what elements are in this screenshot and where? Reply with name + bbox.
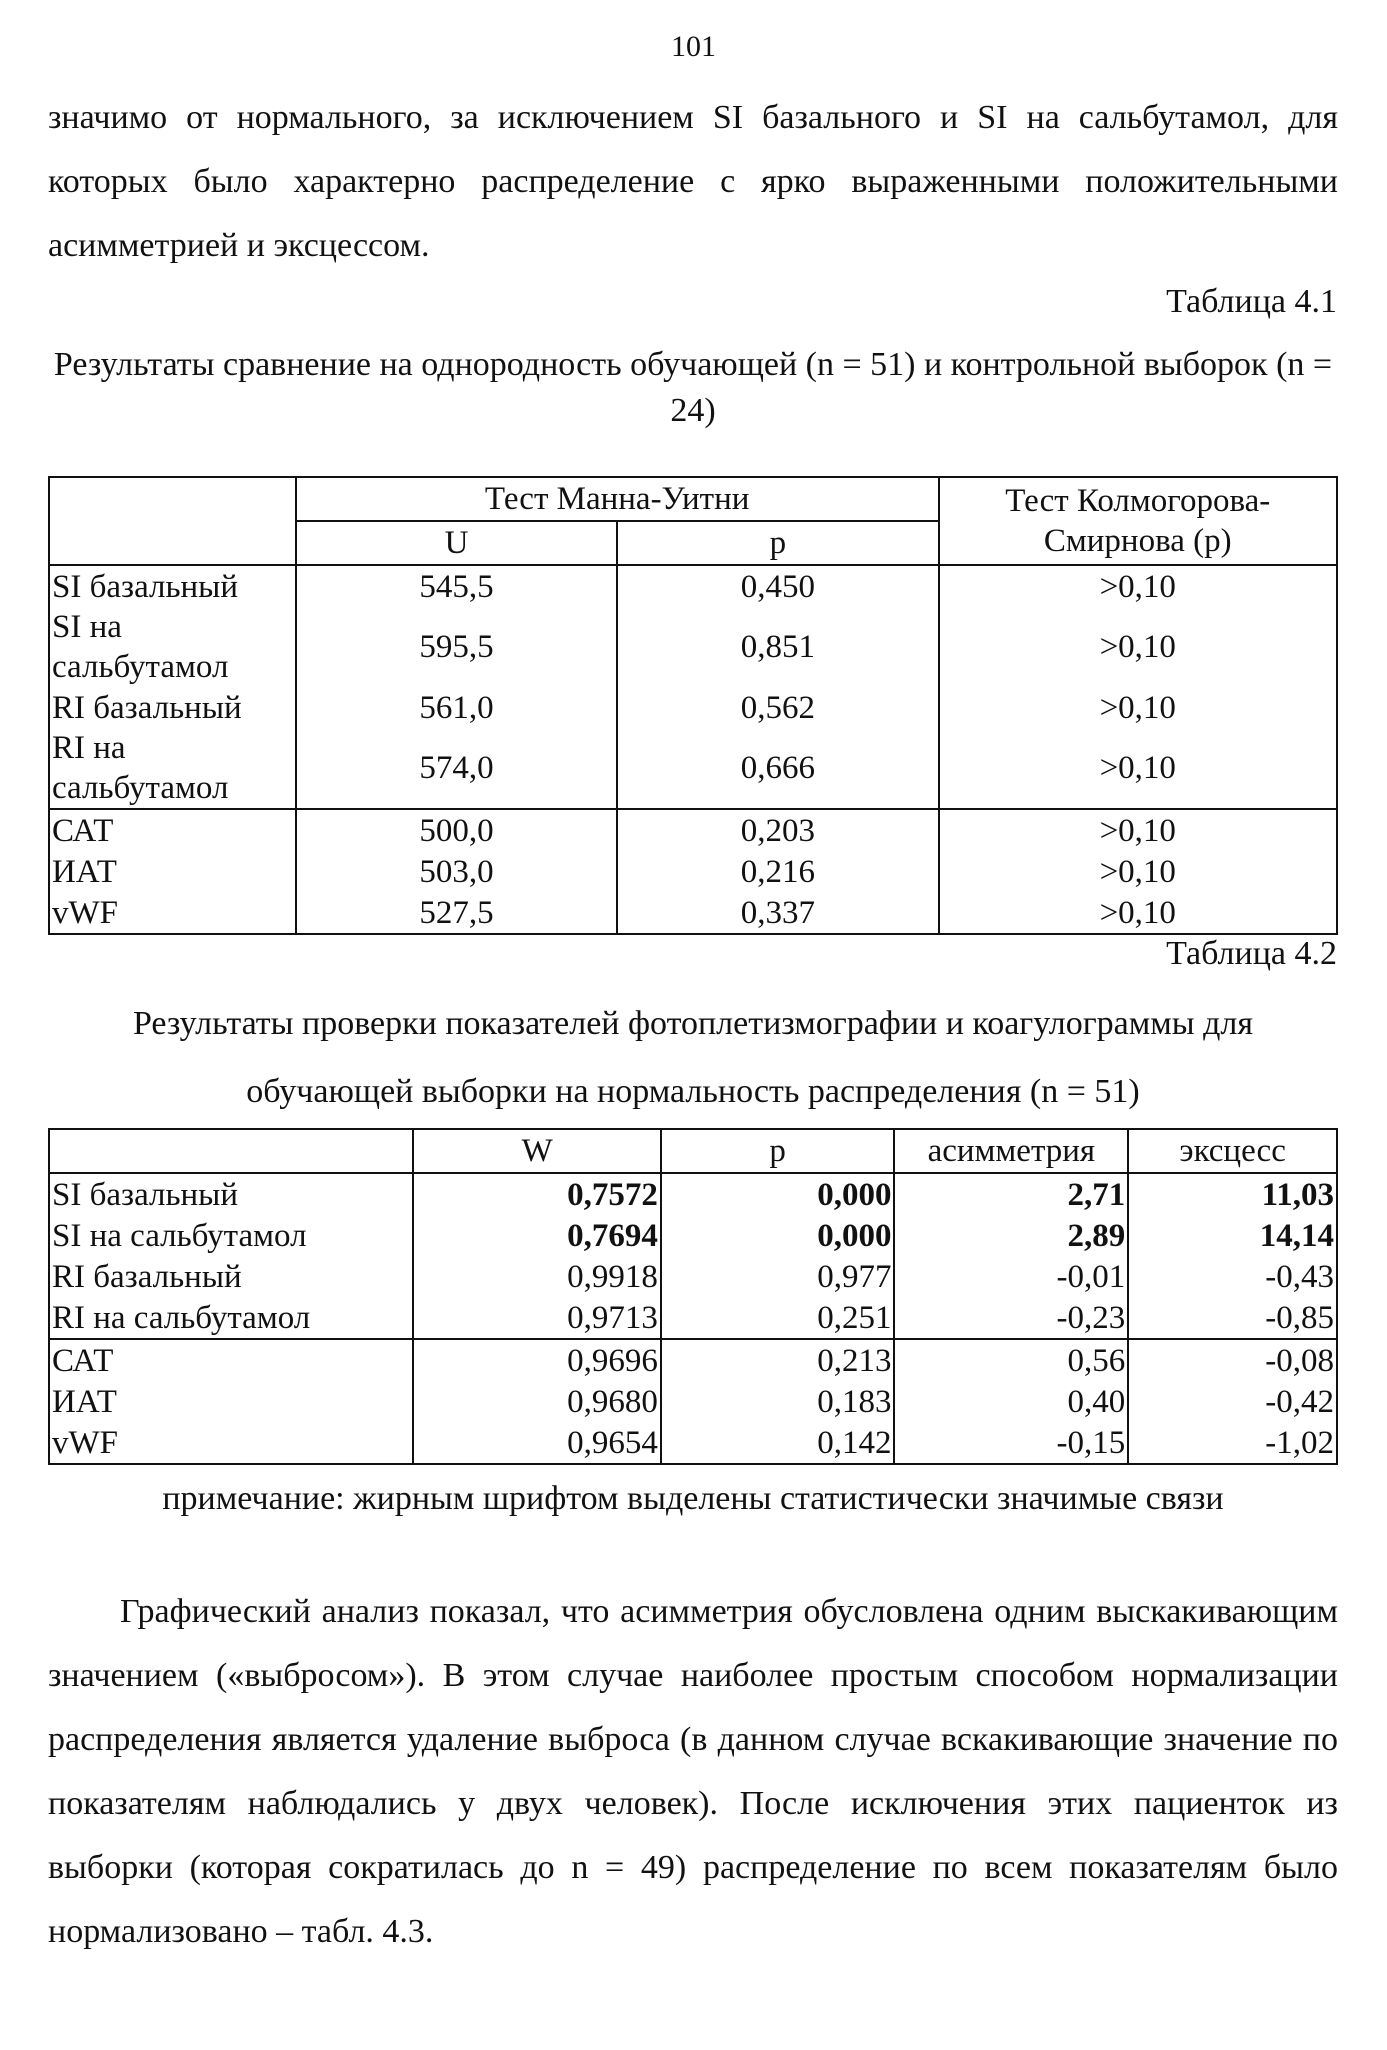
cell-ks: >0,10 xyxy=(939,851,1337,892)
cell-kurt: -0,85 xyxy=(1128,1297,1337,1339)
cell-ks: >0,10 xyxy=(939,728,1337,809)
cell-kurt: -0,42 xyxy=(1128,1381,1337,1422)
cell-kurt: 11,03 xyxy=(1128,1173,1337,1215)
table-row xyxy=(49,1339,1337,1381)
cell-p: 0,216 xyxy=(617,851,938,892)
cell-ks: >0,10 xyxy=(939,687,1337,728)
row-label: ИАТ xyxy=(49,1381,413,1422)
table-row xyxy=(49,728,1337,809)
cell-w: 0,9713 xyxy=(413,1297,661,1339)
cell-w: 0,7572 xyxy=(413,1173,661,1215)
row-label: vWF xyxy=(49,892,296,934)
cell-ks: >0,10 xyxy=(939,809,1337,851)
cell-skew: -0,01 xyxy=(894,1256,1128,1297)
cell-u: 500,0 xyxy=(296,809,617,851)
row-label: RI на сальбутамол xyxy=(49,1297,413,1339)
table1 xyxy=(48,476,1338,935)
table2-header-w: W xyxy=(413,1129,661,1173)
cell-w: 0,7694 xyxy=(413,1215,661,1256)
row-label: ИАТ xyxy=(49,851,296,892)
table2-header-kurt: эксцесс xyxy=(1128,1129,1337,1173)
cell-p: 0,000 xyxy=(661,1215,895,1256)
row-label: SI на сальбутамол xyxy=(49,607,296,687)
cell-u: 561,0 xyxy=(296,687,617,728)
table-row xyxy=(49,1215,1337,1256)
table2-corner-cell xyxy=(49,1129,413,1173)
table-row xyxy=(49,1297,1337,1339)
cell-kurt: -1,02 xyxy=(1128,1422,1337,1464)
table2-number: Таблица 4.2 xyxy=(1166,935,1337,972)
paragraph-bottom: Графический анализ показал, что асимметрия обусловлена одним выскакивающим значением («выбросом»). В этом случае наиболее простым способом нормализации распределения является удаление выброса (в данном случае вскакивающие значение по показателям наблюдались у двух человек). После исключения этих пациенток из выборки (которая сократилась до n = 49) распределение по всем показателям было нормализовано – табл. 4.3. xyxy=(48,1593,1338,1950)
table2-header-skew: асимметрия xyxy=(894,1129,1128,1173)
row-label: vWF xyxy=(49,1422,413,1464)
cell-u: 574,0 xyxy=(296,728,617,809)
row-label: САТ xyxy=(49,1339,413,1381)
table-row xyxy=(49,1173,1337,1215)
cell-p: 0,851 xyxy=(617,607,938,687)
row-label: RI базальный xyxy=(49,687,296,728)
table1-header-p: p xyxy=(617,521,938,565)
row-label: САТ xyxy=(49,809,296,851)
cell-kurt: 14,14 xyxy=(1128,1215,1337,1256)
cell-p: 0,183 xyxy=(661,1381,895,1422)
cell-p: 0,337 xyxy=(617,892,938,934)
table-row xyxy=(49,1381,1337,1422)
row-label: SI базальный xyxy=(49,1173,413,1215)
cell-p: 0,450 xyxy=(617,565,938,607)
cell-p: 0,142 xyxy=(661,1422,895,1464)
row-label: RI на сальбутамол xyxy=(49,728,296,809)
cell-w: 0,9696 xyxy=(413,1339,661,1381)
cell-skew: 2,71 xyxy=(894,1173,1128,1215)
table-row xyxy=(49,851,1337,892)
table-row xyxy=(49,1256,1337,1297)
cell-u: 503,0 xyxy=(296,851,617,892)
table-row xyxy=(49,565,1337,607)
table1-number: Таблица 4.1 xyxy=(1166,283,1337,320)
cell-w: 0,9680 xyxy=(413,1381,661,1422)
cell-w: 0,9654 xyxy=(413,1422,661,1464)
row-label: SI базальный xyxy=(49,565,296,607)
cell-u: 527,5 xyxy=(296,892,617,934)
cell-p: 0,203 xyxy=(617,809,938,851)
table1-caption: Результаты сравнение на однородность обучающей (n = 51) и контрольной выборок (n = 24) xyxy=(53,346,1333,429)
cell-skew: -0,23 xyxy=(894,1297,1128,1339)
cell-p: 0,251 xyxy=(661,1297,895,1339)
table-row xyxy=(49,607,1337,687)
cell-p: 0,213 xyxy=(661,1339,895,1381)
paragraph-top: значимо от нормального, за исключением SI базального и SI на сальбутамол, для которых было характерно распределение с ярко выраженными положительными асимметрией и эксцессом. xyxy=(48,99,1338,264)
table1-header-kolmogorov: Тест Колмогорова-Смирнова (p) xyxy=(939,477,1337,565)
table2 xyxy=(48,1128,1338,1465)
table1-header-u: U xyxy=(296,521,617,565)
cell-p: 0,977 xyxy=(661,1256,895,1297)
cell-skew: 0,56 xyxy=(894,1339,1128,1381)
cell-ks: >0,10 xyxy=(939,607,1337,687)
cell-p: 0,000 xyxy=(661,1173,895,1215)
cell-skew: 2,89 xyxy=(894,1215,1128,1256)
cell-kurt: -0,08 xyxy=(1128,1339,1337,1381)
table2-caption: Результаты проверки показателей фотоплетизмографии и коагулограммы для обучающей выборки на нормальность распределения (n = 51) xyxy=(132,1005,1254,1110)
cell-w: 0,9918 xyxy=(413,1256,661,1297)
cell-kurt: -0,43 xyxy=(1128,1256,1337,1297)
cell-ks: >0,10 xyxy=(939,565,1337,607)
cell-skew: -0,15 xyxy=(894,1422,1128,1464)
cell-ks: >0,10 xyxy=(939,892,1337,934)
cell-u: 545,5 xyxy=(296,565,617,607)
table2-header-p: p xyxy=(661,1129,895,1173)
row-label: SI на сальбутамол xyxy=(49,1215,413,1256)
table1-header-row xyxy=(49,477,1337,521)
table1-corner-cell xyxy=(49,477,296,565)
table-row xyxy=(49,809,1337,851)
table-row xyxy=(49,687,1337,728)
table-row xyxy=(49,1422,1337,1464)
cell-p: 0,666 xyxy=(617,728,938,809)
table2-note: примечание: жирным шрифтом выделены статистически значимые связи xyxy=(162,1480,1224,1517)
cell-p: 0,562 xyxy=(617,687,938,728)
table2-header-row xyxy=(49,1129,1337,1173)
row-label: RI базальный xyxy=(49,1256,413,1297)
cell-u: 595,5 xyxy=(296,607,617,687)
table-row xyxy=(49,892,1337,934)
page-number: 101 xyxy=(671,30,716,63)
table1-header-mann-whitney: Тест Манна-Уитни xyxy=(296,477,939,521)
cell-skew: 0,40 xyxy=(894,1381,1128,1422)
